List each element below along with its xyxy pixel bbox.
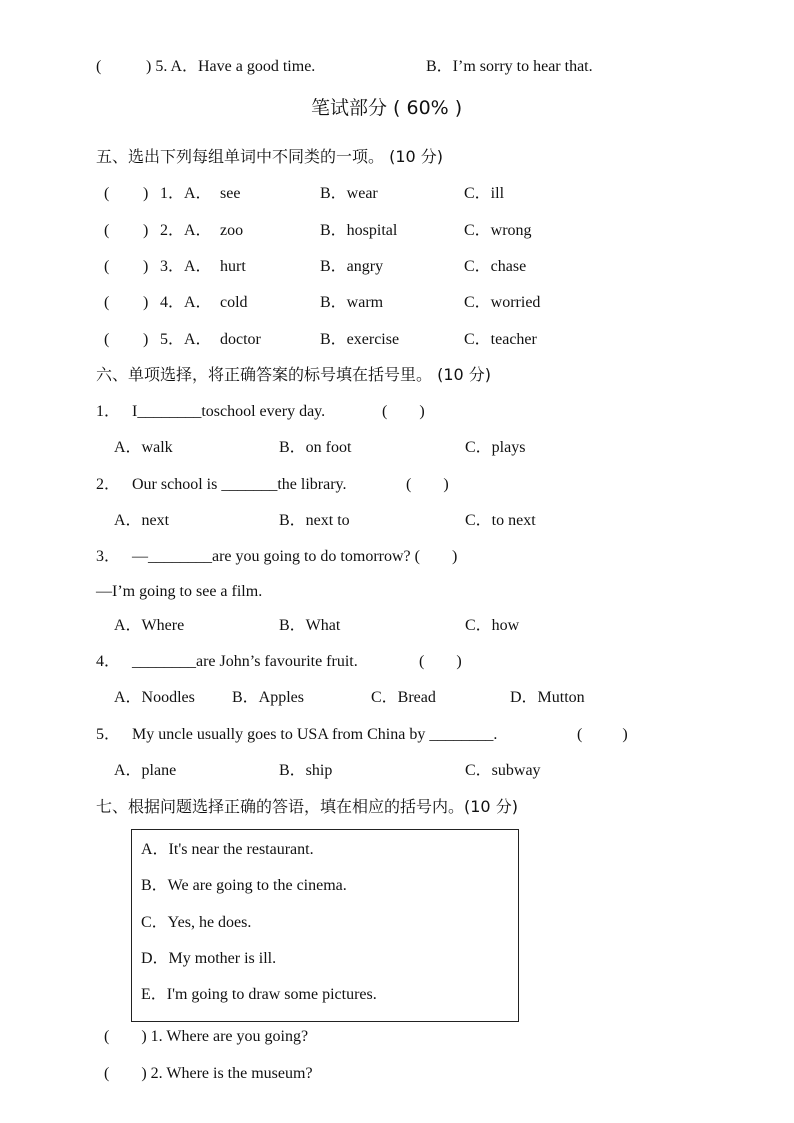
option-b: B．next to bbox=[279, 512, 350, 529]
answer-paren-close[interactable]: ) bbox=[143, 185, 149, 202]
section7-question-2[interactable]: ( ) 2. Where is the museum? bbox=[104, 1065, 313, 1082]
option-c: C．chase bbox=[464, 258, 527, 275]
option-a: A．plane bbox=[114, 762, 177, 779]
option-a: doctor bbox=[220, 331, 261, 348]
option-a: A．next bbox=[114, 512, 170, 529]
option-c: C．subway bbox=[465, 762, 541, 779]
item-number: 1．A． bbox=[160, 185, 212, 202]
answer-paren-open[interactable]: ( bbox=[104, 294, 110, 311]
item-number: 5．A． bbox=[160, 331, 212, 348]
answer-paren-open[interactable]: ( bbox=[104, 331, 110, 348]
option-c: C．Bread bbox=[371, 689, 436, 706]
question-number: 5． bbox=[96, 726, 121, 743]
question-text: ________are John’s favourite fruit. bbox=[132, 653, 358, 670]
question-text: I________toschool every day. bbox=[132, 403, 326, 420]
written-section-title: 笔试部分 ( 60% ) bbox=[311, 97, 463, 119]
option-c: C．wrong bbox=[464, 222, 532, 239]
question-text: Our school is _______the library. bbox=[132, 476, 347, 493]
answer-paren-close[interactable]: ) bbox=[143, 222, 149, 239]
answer-parens[interactable]: ( ) bbox=[419, 653, 462, 670]
option-a: see bbox=[220, 185, 241, 202]
section5-heading: 五、选出下列每组单词中不同类的一项。 (10 分) bbox=[96, 147, 444, 166]
option-c: C．ill bbox=[464, 185, 505, 202]
option-a: A．Where bbox=[114, 617, 185, 634]
section6-heading: 六、单项选择，将正确答案的标号填在括号里。 (10 分) bbox=[96, 365, 492, 384]
question-text: —________are you going to do tomorrow? ( ) bbox=[132, 548, 458, 565]
option-a: cold bbox=[220, 294, 248, 311]
listening-q5-option-b: B．I’m sorry to hear that. bbox=[426, 58, 593, 75]
question-number: 3． bbox=[96, 548, 121, 565]
option-b: B．exercise bbox=[320, 331, 400, 348]
answer-paren-open[interactable]: ( bbox=[104, 185, 110, 202]
answer-parens[interactable]: ( ) bbox=[577, 726, 628, 743]
option-c: C．worried bbox=[464, 294, 541, 311]
item-number: 3．A． bbox=[160, 258, 212, 275]
option-a: hurt bbox=[220, 258, 246, 275]
item-number: 4．A． bbox=[160, 294, 212, 311]
option-b: B．angry bbox=[320, 258, 384, 275]
option-b: B．Apples bbox=[232, 689, 305, 706]
option-a: zoo bbox=[220, 222, 244, 239]
option-c: C．plays bbox=[465, 439, 526, 456]
box-option-a: A．It's near the restaurant. bbox=[141, 841, 314, 858]
listening-q5-text: ) 5. A．Have a good time. bbox=[146, 58, 316, 75]
box-option-b: B．We are going to the cinema. bbox=[141, 877, 347, 894]
answer-paren-close[interactable]: ) bbox=[143, 258, 149, 275]
answer-paren-open[interactable]: ( bbox=[104, 258, 110, 275]
option-b: B．on foot bbox=[279, 439, 352, 456]
answer-parens[interactable]: ( ) bbox=[406, 476, 449, 493]
answer-paren-close[interactable]: ) bbox=[143, 294, 149, 311]
section7-heading: 七、根据问题选择正确的答语，填在相应的括号内。(10 分) bbox=[96, 797, 518, 816]
section7-question-1[interactable]: ( ) 1. Where are you going? bbox=[104, 1028, 309, 1045]
option-b: B．ship bbox=[279, 762, 333, 779]
question-number: 1． bbox=[96, 403, 121, 420]
box-option-d: D．My mother is ill. bbox=[141, 950, 277, 967]
question-number: 4． bbox=[96, 653, 121, 670]
option-b: B．What bbox=[279, 617, 341, 634]
box-option-c: C．Yes, he does. bbox=[141, 914, 252, 931]
answer-paren-open[interactable]: ( bbox=[104, 222, 110, 239]
answer-paren-close[interactable]: ) bbox=[143, 331, 149, 348]
option-b: B．hospital bbox=[320, 222, 398, 239]
answer-parens[interactable]: ( ) bbox=[382, 403, 425, 420]
option-b: B．wear bbox=[320, 185, 378, 202]
option-a: A．walk bbox=[114, 439, 173, 456]
question-text: My uncle usually goes to USA from China by ________. bbox=[132, 726, 498, 743]
box-option-e: E．I'm going to draw some pictures. bbox=[141, 986, 377, 1003]
dialogue-answer: —I’m going to see a film. bbox=[96, 583, 263, 600]
option-c: C．teacher bbox=[464, 331, 537, 348]
option-a: A．Noodles bbox=[114, 689, 195, 706]
option-c: C．how bbox=[465, 617, 520, 634]
option-d: D．Mutton bbox=[510, 689, 585, 706]
listening-q5-paren[interactable]: ( bbox=[96, 58, 102, 75]
item-number: 2．A． bbox=[160, 222, 212, 239]
option-c: C．to next bbox=[465, 512, 536, 529]
option-b: B．warm bbox=[320, 294, 384, 311]
question-number: 2． bbox=[96, 476, 121, 493]
